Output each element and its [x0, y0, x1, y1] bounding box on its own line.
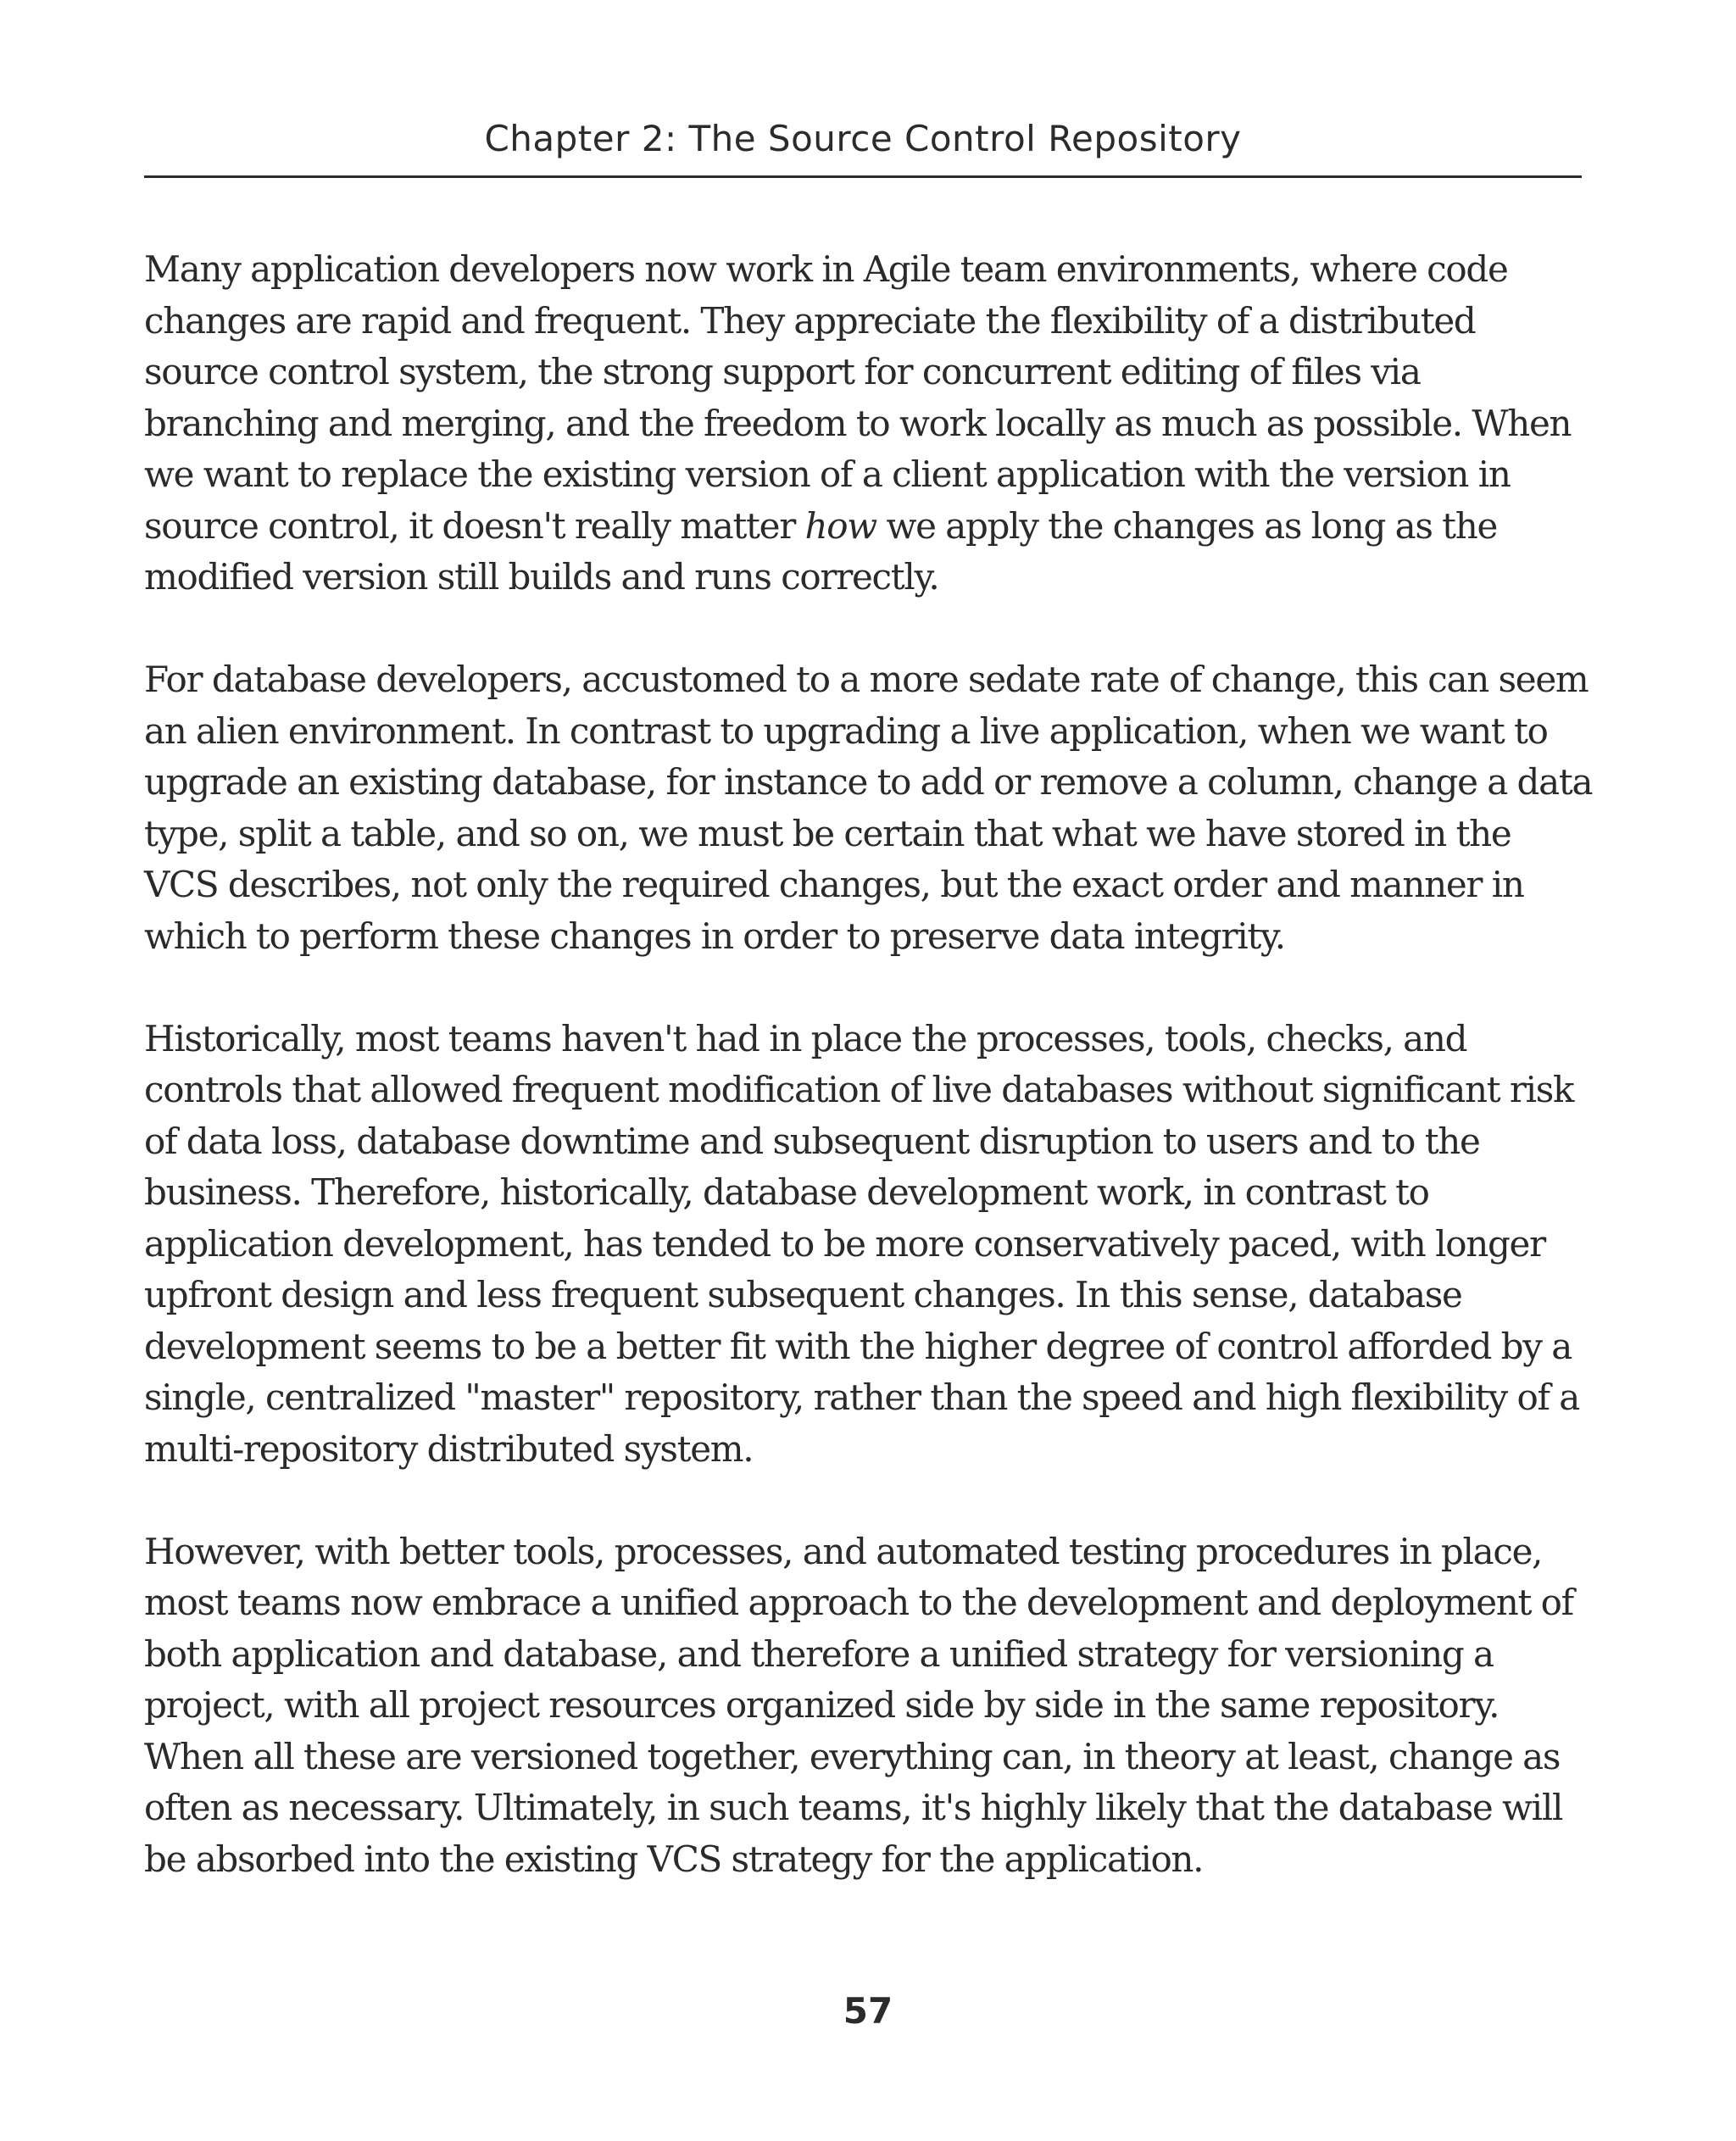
paragraph-2: For database developers, accustomed to a more sedate rate of change, this can seem an alien environment. In contrast to upgrading a live application, when we want to upgrade an existing database, for instance to add or remove a column, change a data type, split a table, and so on, we must be certain that what we have stored in the VCS describes, not only the required changes, but the exact order and manner in which to perform these changes in order to preserve data integrity.	[144, 659, 1593, 957]
paragraph-4: However, with better tools, processes, and automated testing procedures in place, most teams now embrace a unified approach to the development and deployment of both application and database, and therefore a unified strategy for versioning a project, with all project resources organized side by side in the same repository. When all these are versioned together, everything can, in theory at least, change as often as necessary. Ultimately, in such teams, it's highly likely that the database will be absorbed into the existing VCS strategy for the application.	[144, 1530, 1573, 1880]
running-header-chapter-title: Chapter 2: The Source Control Repository	[484, 118, 1242, 159]
paragraph-1	[144, 244, 1594, 603]
paragraph-1-text: Many application developers now work in Agile team environments, where code changes are rapid and frequent. They appreciate the flexibility of a distributed source control system, the strong support for concurrent editing of files via branching and merging, and the freedom to work locally as much as possible. When we want to replace the existing version of a client application with the version in source control, it doesn't really matter	[144, 248, 1572, 547]
header-divider	[144, 175, 1582, 178]
paragraph-3: Historically, most teams haven't had in place the processes, tools, checks, and controls that allowed frequent modification of live databases without significant risk of data loss, database downtime and subsequent disruption to users and to the business. Therefore, historically, database development work, in contrast to application development, has tended to be more conservatively paced, with longer upfront design and less frequent subsequent changes. In this sense, database development seems to be a better fit with the higher degree of control afforded by a single, centralized "master" repository, rather than the speed and high flexibility of a multi-repository distributed system.	[144, 1017, 1580, 1470]
body-text	[144, 244, 1594, 1937]
paragraph-1-emphasis: how	[804, 504, 876, 547]
paragraph-1-tail: we apply the changes as long as the modified version still builds and runs correctly.	[144, 504, 1498, 598]
page-number: 57	[843, 1990, 893, 2032]
